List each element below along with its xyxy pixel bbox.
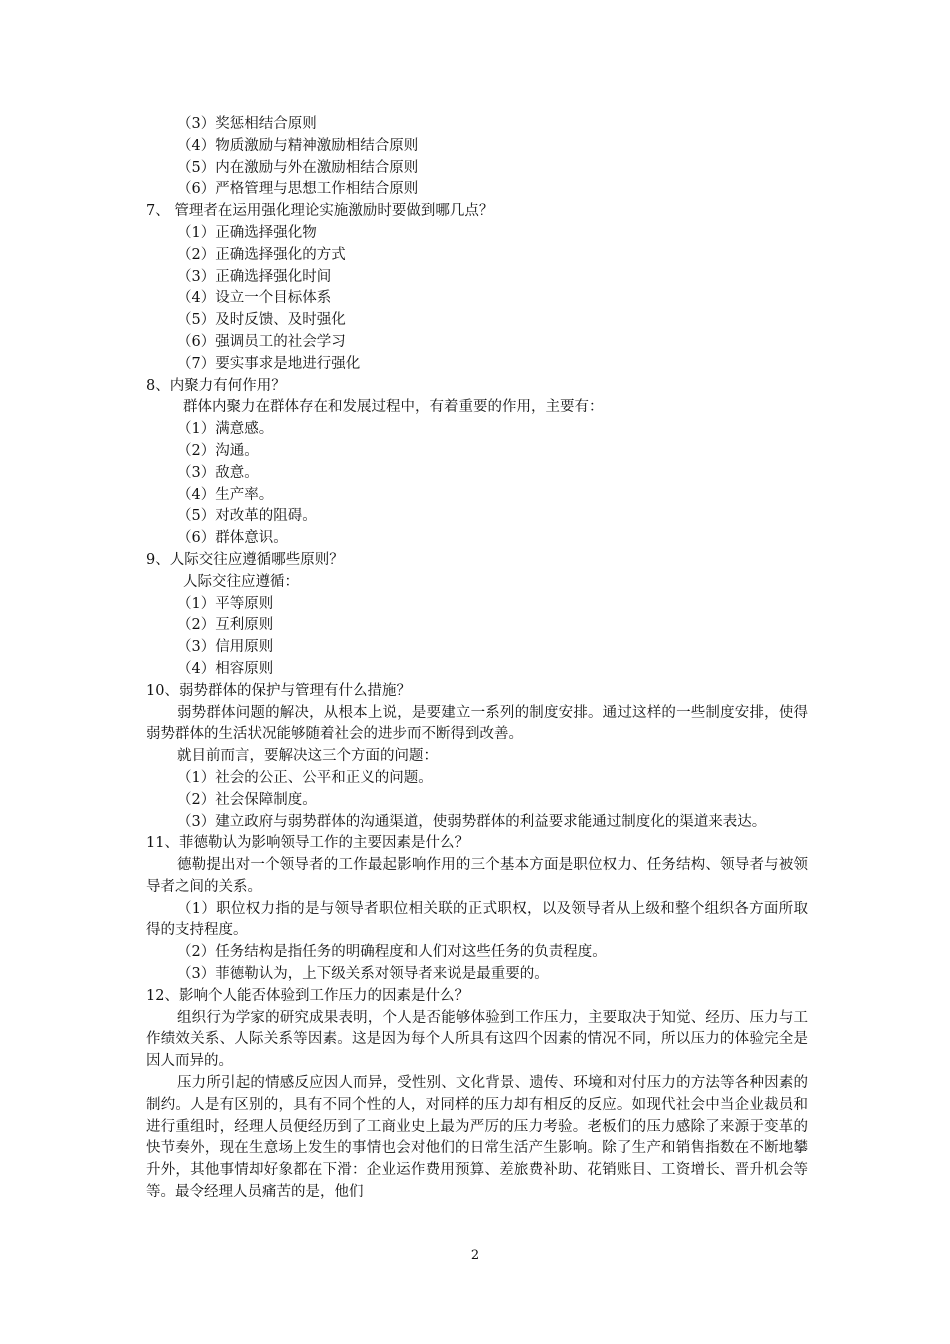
list-item: （2）正确选择强化的方式 [177, 246, 346, 263]
question-heading: 7、 管理者在运用强化理论实施激励时要做到哪几点？ [146, 203, 494, 220]
paragraph: 德勒提出对一个领导者的工作最起影响作用的三个基本方面是职位权力、任务结构、领导者与被领导者之间的关系。 [146, 857, 808, 895]
list-item: （5）内在激励与外在激励相结合原则 [177, 159, 419, 176]
list-item: （6）强调员工的社会学习 [177, 333, 346, 350]
list-item: （3）奖惩相结合原则 [177, 116, 317, 132]
paragraph: （1）职位权力指的是与领导者职位相关联的正式职权，以及领导者从上级和整个组织各方面所取得的支持程度。 [146, 900, 808, 939]
list-item: （1）平等原则 [177, 595, 274, 612]
lead-text: 人际交往应遵循： [183, 573, 299, 590]
lead-text: 群体内聚力在群体存在和发展过程中，有着重要的作用，主要有： [183, 399, 604, 416]
paragraph: 弱势群体问题的解决，从根本上说，是要建立一系列的制度安排。通过这样的一些制度安排，使得弱势群体的生活状况能够随着社会的进步而不断得到改善。 [146, 704, 808, 743]
question-heading: 11、菲德勒认为影响领导工作的主要因素是什么？ [146, 835, 469, 852]
list-item: （1）正确选择强化物 [177, 224, 317, 241]
list-item: （4）生产率。 [177, 486, 274, 503]
list-item: （1）满意感。 [177, 421, 274, 438]
list-item: （4）物质激励与精神激励相结合原则 [177, 137, 419, 154]
list-item: （3）敌意。 [177, 464, 259, 481]
list-item: （2）沟通。 [177, 442, 259, 459]
list-item: （2）互利原则 [177, 617, 274, 634]
paragraph: （2）任务结构是指任务的明确程度和人们对这些任务的负责程度。 [177, 944, 607, 961]
list-item: （4）设立一个目标体系 [177, 290, 332, 307]
paragraph: （3）建立政府与弱势群体的沟通渠道，使弱势群体的利益要求能通过制度化的渠道来表达。 [177, 813, 767, 830]
list-item: （6）严格管理与思想工作相结合原则 [177, 181, 419, 198]
question-heading: 12、影响个人能否体验到工作压力的因素是什么？ [146, 987, 469, 1004]
question-heading: 10、弱势群体的保护与管理有什么措施？ [146, 682, 411, 699]
list-item: （7）要实事求是地进行强化 [177, 355, 361, 372]
question-heading: 9、人际交往应遵循哪些原则？ [146, 551, 344, 568]
list-item: （5）对改革的阻碍。 [177, 508, 317, 525]
list-item: （3）正确选择强化时间 [177, 268, 332, 285]
paragraph: 压力所引起的情感反应因人而异，受性别、文化背景、遗传、环境和对付压力的方法等各种因素的制约。人是有区别的，具有不同个性的人，对同样的压力却有相反的反应。如现代社会中当企业裁员和进行重组时，经理人员便经历到了工商业史上最为严厉的压力考验。老板们的压力感除了来源于变革的快节奏外，现在生意场上发生的事情也会对他们的日常生活产生影响。除了生产和销售指数在不断地攀升外，其他事情却好象都在下滑：企业运作费用预算、差旅费补助、花销账目、工资增长、晋升机会等等。最令经理人员痛苦的是，他们 [146, 1075, 808, 1201]
document-body [146, 114, 808, 1204]
paragraph: 组织行为学家的研究成果表明，个人是否能够体验到工作压力，主要取决于知觉、经历、压力与工作绩效关系、人际关系等因素。这是因为每个人所具有这四个因素的情况不同，所以压力的体验完全是因人而异的。 [146, 1009, 808, 1070]
list-item: （6）群体意识。 [177, 530, 288, 547]
list-item: （1）社会的公正、公平和正义的问题。 [177, 769, 433, 786]
page-number: 2 [470, 1248, 480, 1263]
list-item: （5）及时反馈、及时强化 [177, 312, 346, 329]
paragraph: （3）菲德勒认为，上下级关系对领导者来说是最重要的。 [177, 966, 549, 983]
paragraph: 就目前而言，要解决这三个方面的问题： [177, 748, 438, 765]
list-item: （3）信用原则 [177, 639, 274, 656]
list-item: （4）相容原则 [177, 660, 274, 677]
list-item: （2）社会保障制度。 [177, 791, 317, 808]
question-heading: 8、内聚力有何作用？ [146, 377, 286, 394]
